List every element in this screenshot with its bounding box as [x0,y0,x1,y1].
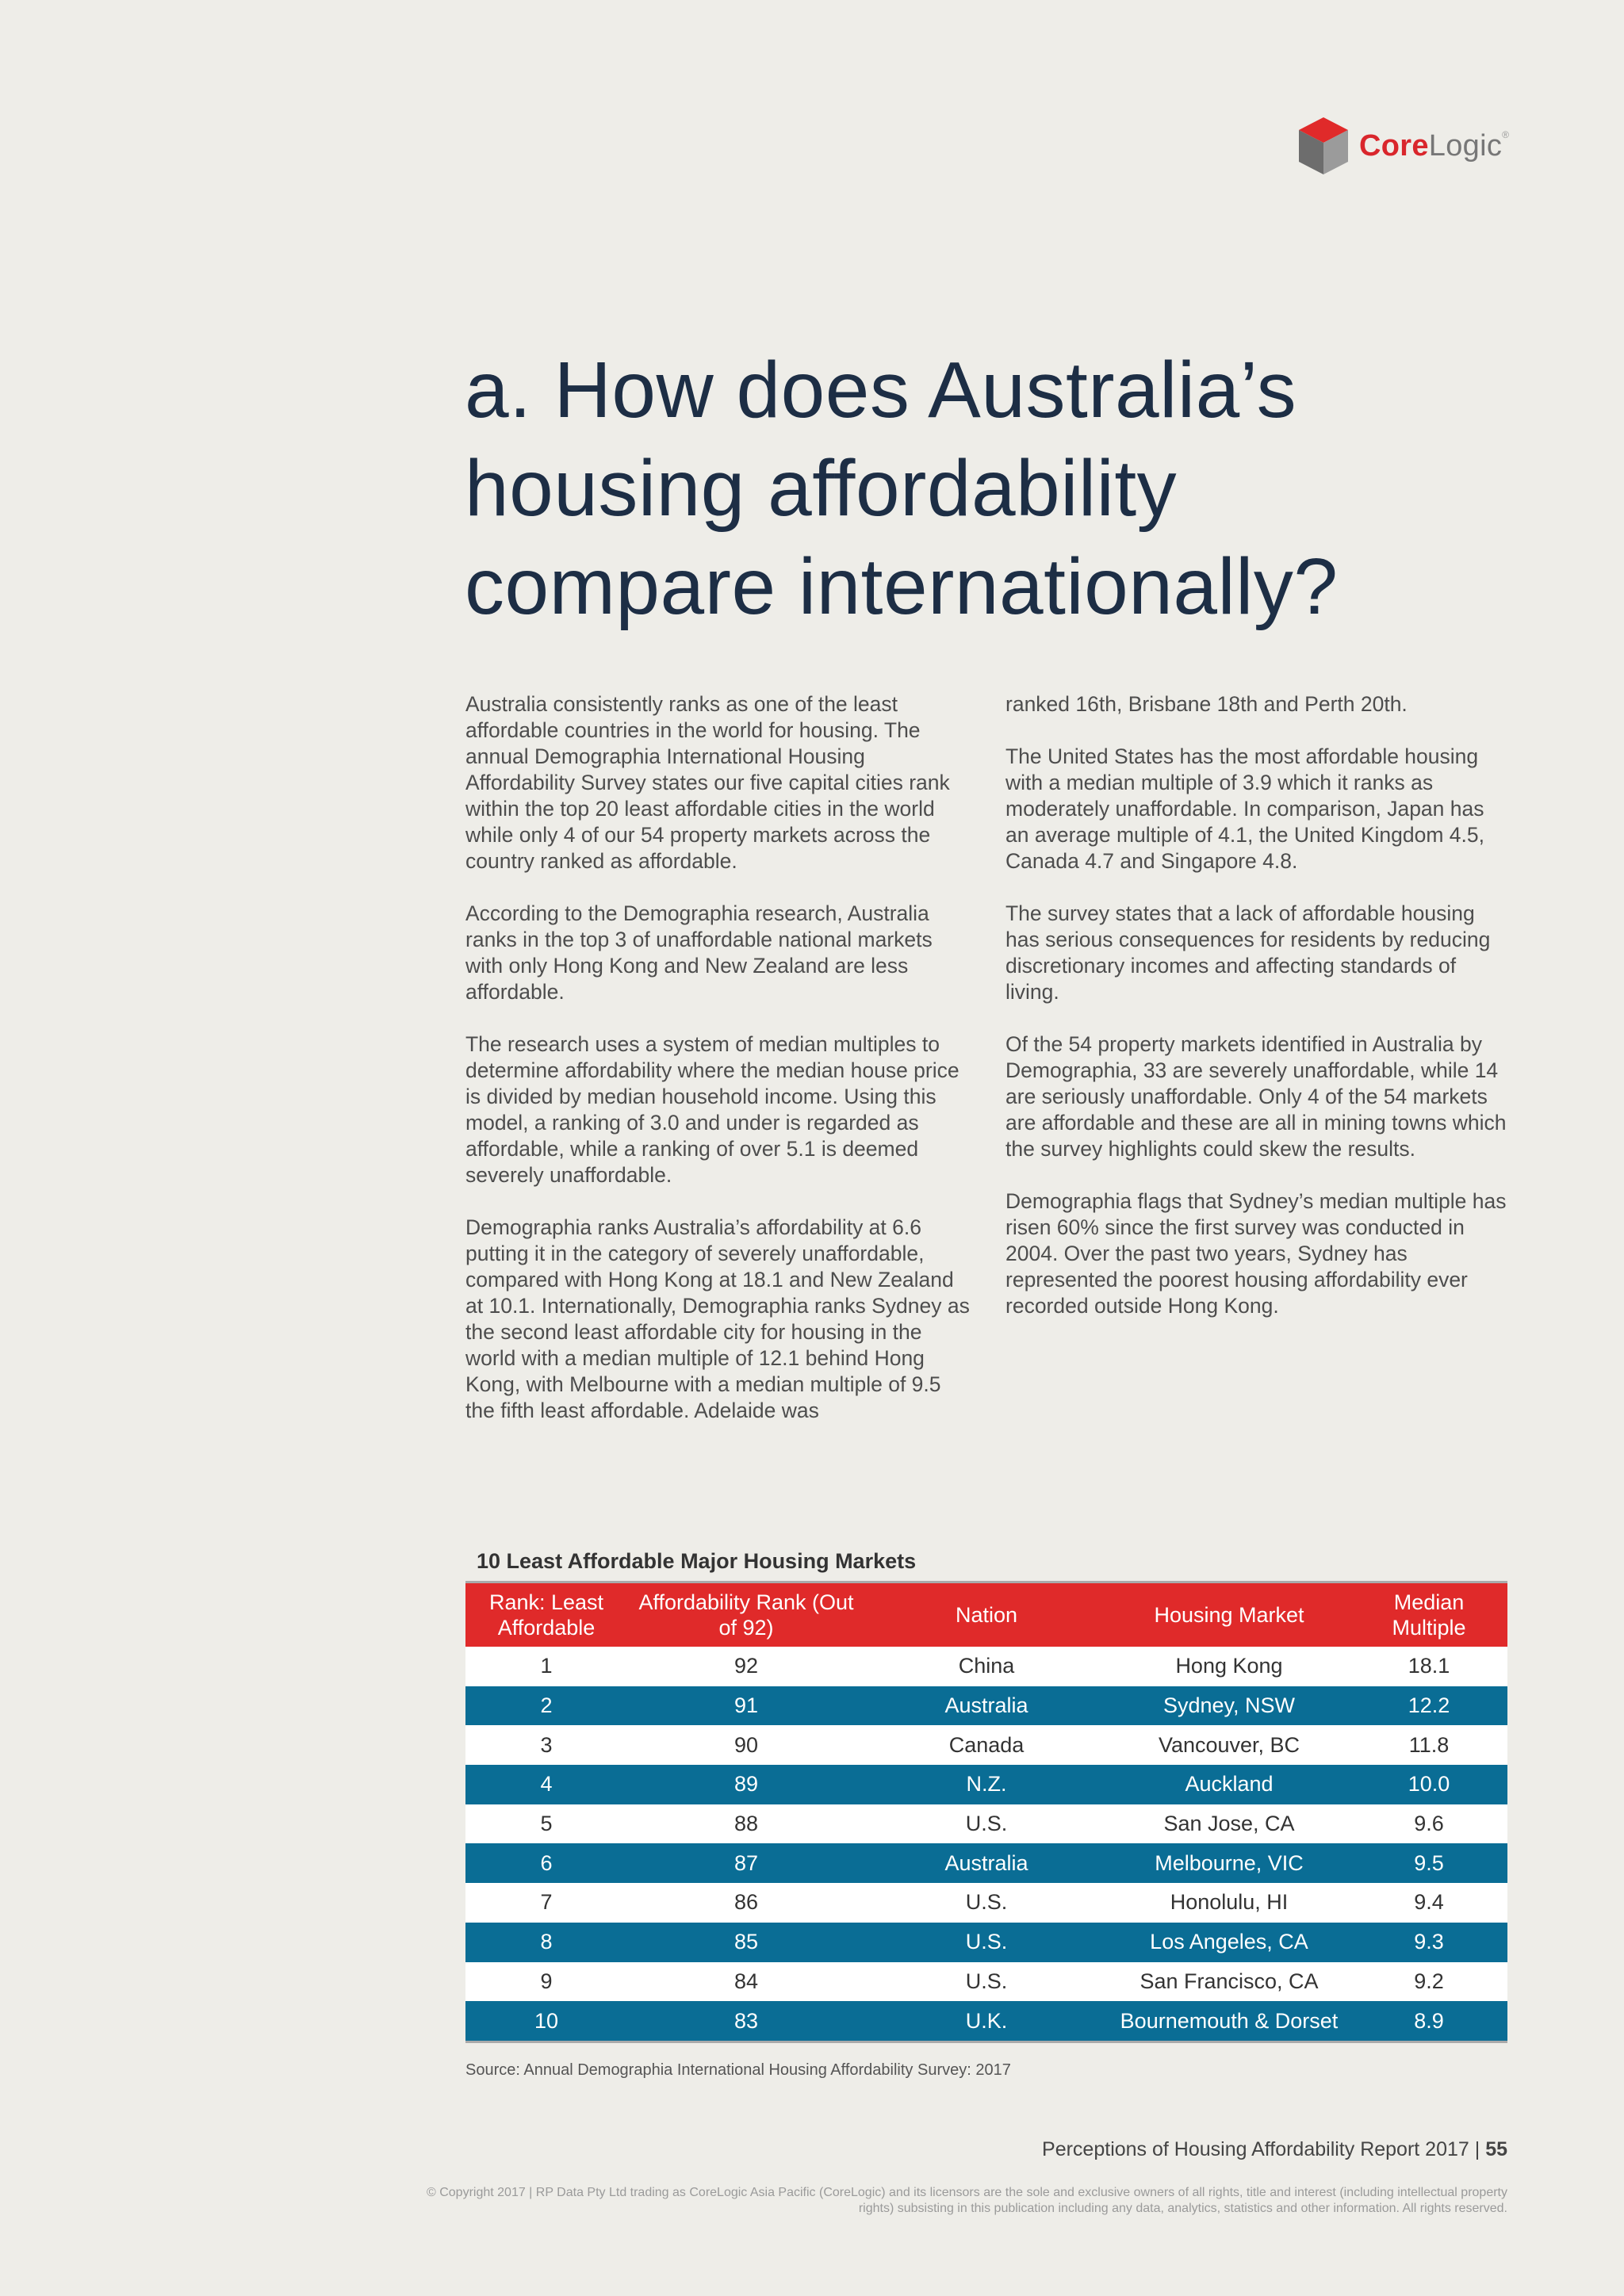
table-cell: 9.5 [1350,1843,1507,1883]
brand-logic: Logic [1428,128,1503,163]
table-cell: 86 [627,1883,865,1923]
corelogic-logo [1297,116,1509,176]
table-row [465,1843,1507,1883]
table-cell: 87 [627,1843,865,1883]
report-title: Perceptions of Housing Affordability Report 2017 | [1042,2138,1486,2160]
table-cell: 12.2 [1350,1686,1507,1726]
column-header: Affordability Rank (Out of 92) [627,1582,865,1647]
paragraph: The research uses a system of median multiples to determine affordability where the median house price is divided by median household income. Using this model, a ranking of 3.0 and under is regarded as affordable, while a ranking of over 5.1 is deemed severely unaffordable. [465,1032,959,1187]
paragraph: Of the 54 property markets identified in Australia by Demographia, 33 are severely unaffordable, while 14 are seriously unaffordable. Only 4 of the 54 markets are affordable and these are all in mining towns which the survey highlights could skew the results. [1005,1032,1507,1161]
table-cell: 92 [627,1647,865,1686]
table-cell: 6 [465,1843,627,1883]
brand-name [1359,129,1509,163]
table-row [465,1686,1507,1726]
table-cell: 10 [465,2001,627,2042]
table-row [465,1883,1507,1923]
body-column-right [1005,691,1510,1345]
column-header: Nation [865,1582,1108,1647]
table-cell: Melbourne, VIC [1108,1843,1350,1883]
table-cell: 9 [465,1962,627,2002]
body-column-left [465,691,970,1450]
table-cell: 9.6 [1350,1804,1507,1844]
page-number: 55 [1485,2138,1507,2160]
table-title: 10 Least Affordable Major Housing Markets [477,1549,917,1573]
table-cell: 1 [465,1647,627,1686]
table-row [465,1647,1507,1686]
paragraph: Australia consistently ranks as one of the least affordable countries in the world for housing. The annual Demographia International Housing Affordability Survey states our five capital cities rank within the top 20 least affordable cities in the world while only 4 of our 54 property markets across the country ranked as affordable. [465,692,950,873]
table-cell: 83 [627,2001,865,2042]
table-cell: Sydney, NSW [1108,1686,1350,1726]
paragraph: Demographia flags that Sydney’s median multiple has risen 60% since the first survey was conducted in 2004. Over the past two years, Sydney has represented the poorest housing affordability ever recorded outside Hong Kong. [1005,1189,1507,1318]
table-cell: Australia [865,1686,1108,1726]
table-cell: Auckland [1108,1765,1350,1804]
table-cell: 84 [627,1962,865,2002]
table-cell: 91 [627,1686,865,1726]
table-cell: 10.0 [1350,1765,1507,1804]
table-row [465,1923,1507,1962]
table-row [465,1725,1507,1765]
table-cell: Australia [865,1843,1108,1883]
copyright-notice: © Copyright 2017 | RP Data Pty Ltd trading as CoreLogic Asia Pacific (CoreLogic) and its licensors are the sole and exclusive owners of all rights, title and interest (including intellectual property rights) subsisting in this publication including any data, analytics, statistics and other information. All rights reserved. [426,2186,1507,2215]
paragraph: According to the Demographia research, Australia ranks in the top 3 of unaffordable national markets with only Hong Kong and New Zealand are less affordable. [465,901,933,1004]
table-cell: 18.1 [1350,1647,1507,1686]
table-cell: U.S. [865,1962,1108,2002]
table-cell: Canada [865,1725,1108,1765]
paragraph: Demographia ranks Australia’s affordability at 6.6 putting it in the category of severely unaffordable, compared with Hong Kong at 18.1 and New Zealand at 10.1. Internationally, Demographia ranks Sydney as the second least affordable city for housing in the world with a median multiple of 12.1 behind Hong Kong, with Melbourne with a median multiple of 9.5 the fifth least affordable. Adelaide was [465,1215,970,1422]
table-cell: 5 [465,1804,627,1844]
table-header-row [465,1582,1507,1647]
table-cell: 2 [465,1686,627,1726]
table-cell: U.S. [865,1883,1108,1923]
table-row [465,2001,1507,2042]
table-row [465,1962,1507,2002]
title-line-2: housing affordability [465,444,1178,533]
column-header: Median Multiple [1350,1582,1507,1647]
paragraph: The survey states that a lack of affordable housing has serious consequences for residents by reducing discretionary incomes and affecting standards of living. [1005,901,1491,1004]
cube-logo-icon [1297,116,1350,176]
table-cell: Vancouver, BC [1108,1725,1350,1765]
table-cell: N.Z. [865,1765,1108,1804]
table-cell: U.S. [865,1923,1108,1962]
affordability-table [465,1581,1507,2043]
table-cell: China [865,1647,1108,1686]
table-cell: 88 [627,1804,865,1844]
paragraph: ranked 16th, Brisbane 18th and Perth 20th. [1005,692,1408,716]
table-body [465,1647,1507,2042]
paragraph: The United States has the most affordable housing with a median multiple of 3.9 which it ranks as moderately unaffordable. In comparison, Japan has an average multiple of 4.1, the United Kingdom 4.5, Canada 4.7 and Singapore 4.8. [1005,744,1484,873]
source-note: Source: Annual Demographia International Housing Affordability Survey: 2017 [465,2061,1011,2079]
table-cell: Hong Kong [1108,1647,1350,1686]
page-footer [1042,2138,1507,2161]
column-header: Rank: Least Affordable [465,1582,627,1647]
table-cell: 11.8 [1350,1725,1507,1765]
table-row [465,1804,1507,1844]
title-line-1: a. How does Australia’s [465,346,1297,434]
table-cell: 9.2 [1350,1962,1507,2002]
table-cell: 8.9 [1350,2001,1507,2042]
table-cell: Bournemouth & Dorset [1108,2001,1350,2042]
brand-core: Core [1359,128,1429,163]
table-cell: 9.4 [1350,1883,1507,1923]
table-cell: 85 [627,1923,865,1962]
table-cell: U.K. [865,2001,1108,2042]
table-cell: Los Angeles, CA [1108,1923,1350,1962]
table-row [465,1765,1507,1804]
table-cell: 3 [465,1725,627,1765]
table-cell: 8 [465,1923,627,1962]
table-cell: 9.3 [1350,1923,1507,1962]
table-cell: 89 [627,1765,865,1804]
column-header: Housing Market [1108,1582,1350,1647]
table-cell: Honolulu, HI [1108,1883,1350,1923]
table-cell: U.S. [865,1804,1108,1844]
title-line-3: compare internationally? [465,542,1339,631]
table-cell: San Jose, CA [1108,1804,1350,1844]
trademark: ® [1502,128,1510,140]
table-cell: 90 [627,1725,865,1765]
table-cell: 7 [465,1883,627,1923]
table-cell: 4 [465,1765,627,1804]
table-cell: San Francisco, CA [1108,1962,1350,2002]
page-title [465,341,1496,636]
